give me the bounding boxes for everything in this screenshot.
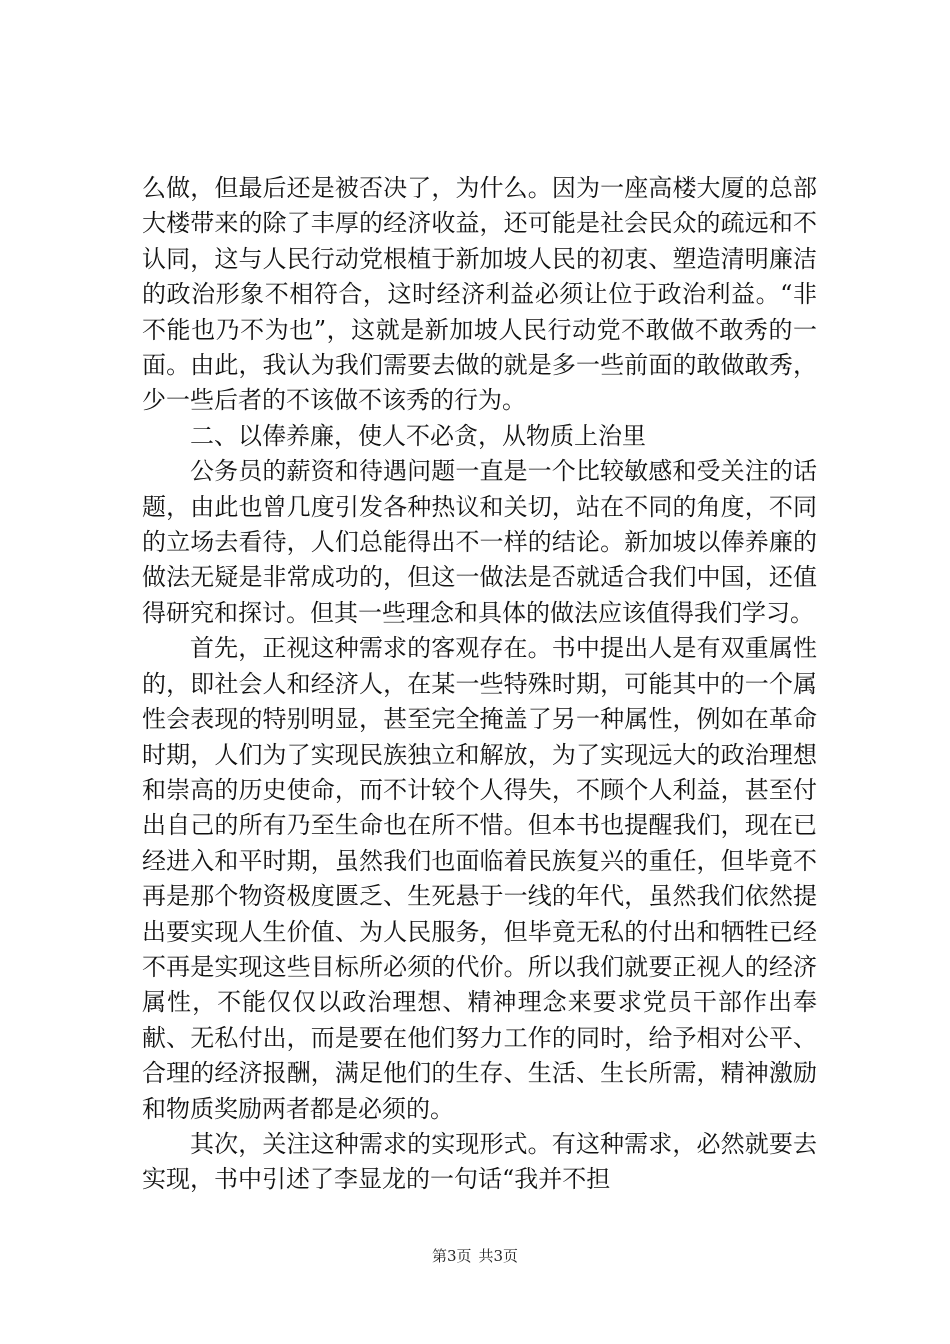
- page-footer: [0, 1245, 950, 1266]
- paragraph: 其次，关注这种需求的实现形式。有这种需求，必然就要去实现，书中引述了李显龙的一句话“我并不担: [142, 1129, 817, 1194]
- page-number: 第3页: [431, 1247, 472, 1265]
- section-heading: 二、以俸养廉，使人不必贪，从物质上治里: [190, 421, 646, 450]
- paragraph: 首先，正视这种需求的客观存在。书中提出人是有双重属性的，即社会人和经济人，在某一些特殊时期，可能其中的一个属性会表现的特别明显，甚至完全掩盖了另一种属性，例如在革命时期，人们为了实现民族独立和解放，为了实现远大的政治理想和崇高的历史使命，而不计较个人得失，不顾个人利益，甚至付出自己的所有乃至生命也在所不惜。但本书也提醒我们，现在已经进入和平时期，虽然我们也面临着民族复兴的重任，但毕竟不再是那个物资极度匮乏、生死悬于一线的年代，虽然我们依然提出要实现人生价值、为人民服务，但毕竟无私的付出和牺牲已经不再是实现这些目标所必须的代价。所以我们就要正视人的经济属性，不能仅仅以政治理想、精神理念来要求党员干部作出奉献、无私付出，而是要在他们努力工作的同时，给予相对公平、合理的经济报酬，满足他们的生存、生活、生长所需，精神激励和物质奖励两者都是必须的。: [142, 634, 817, 1123]
- paragraph: 公务员的薪资和待遇问题一直是一个比较敏感和受关注的话题，由此也曾几度引发各种热议和关切，站在不同的角度，不同的立场去看待，人们总能得出不一样的结论。新加坡以俸养廉的做法无疑是非常成功的，但这一做法是否就适合我们中国，还值得研究和探讨。但其一些理念和具体的做法应该值得我们学习。: [142, 457, 817, 627]
- page-total: 共3页: [478, 1247, 519, 1265]
- document-body: [142, 171, 817, 1198]
- paragraph-continuation: 么做，但最后还是被否决了，为什么。因为一座高楼大厦的总部大楼带来的除了丰厚的经济收益，还可能是社会民众的疏远和不认同，这与人民行动党根植于新加坡人民的初衷、塑造清明廉洁的政治形象不相符合，这时经济利益必须让位于政治利益。“非不能也乃不为也”，这就是新加坡人民行动党不敢做不敢秀的一面。由此，我认为我们需要去做的就是多一些前面的敢做敢秀，少一些后者的不该做不该秀的行为。: [142, 174, 817, 415]
